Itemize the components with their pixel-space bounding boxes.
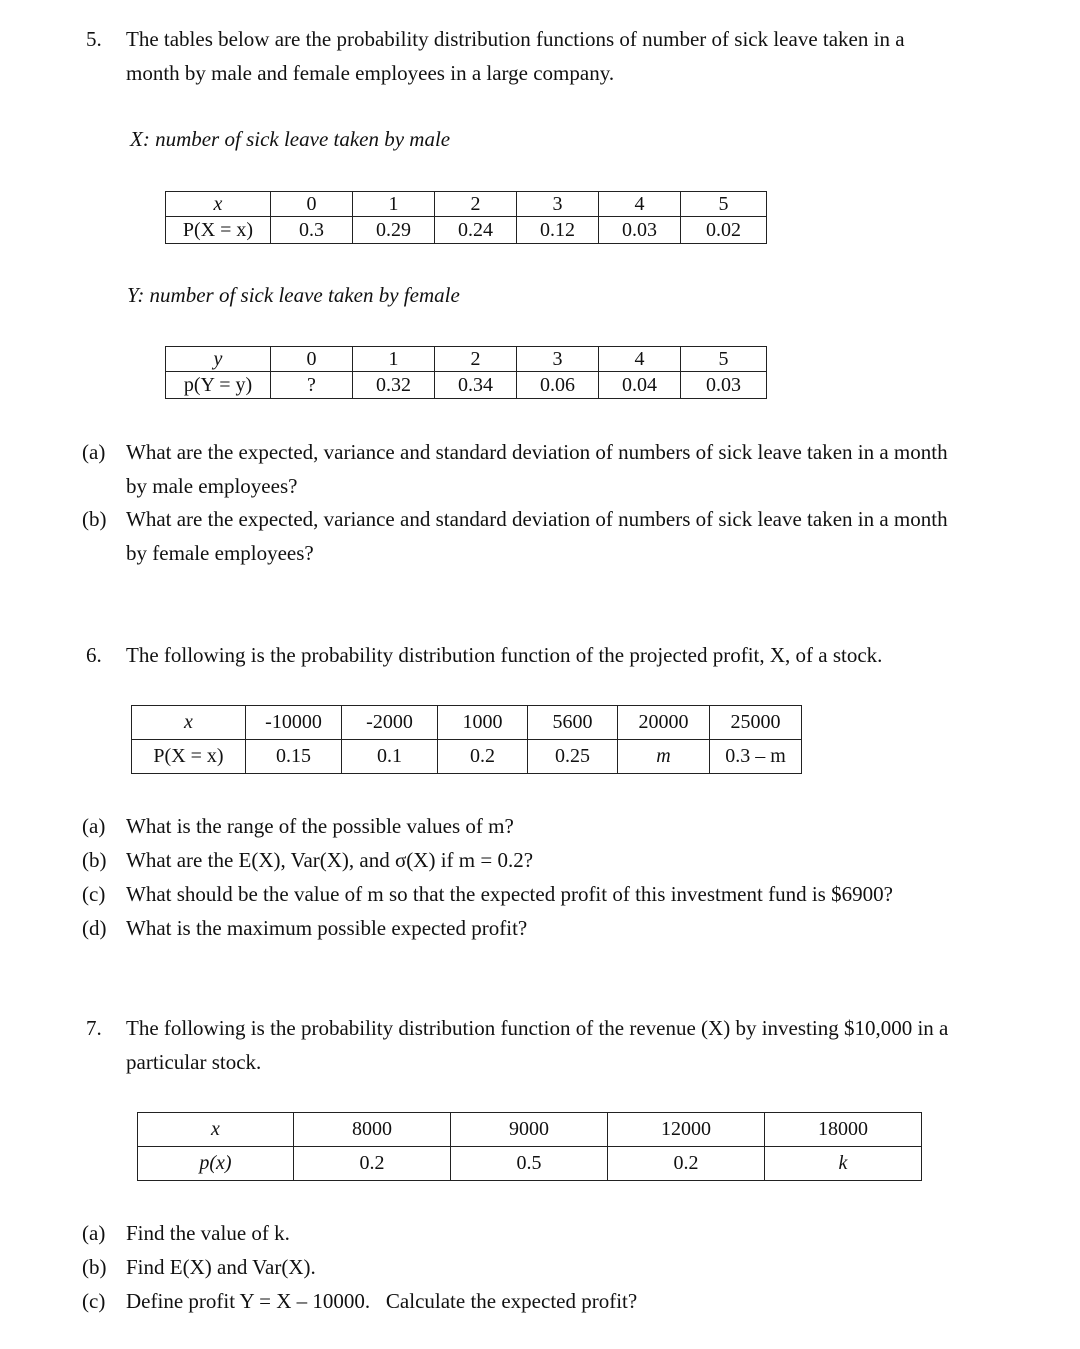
table-header-cell: x [132, 706, 246, 740]
question-text [126, 1011, 1006, 1079]
part-text: by female employees? [126, 541, 314, 565]
male-distribution-table [165, 191, 767, 244]
question-number: 5. [86, 27, 102, 51]
table-header-cell: 2 [435, 192, 517, 217]
part-tag: (a) [82, 440, 106, 464]
table-cell: m [618, 740, 710, 774]
table-header-cell: x [138, 1113, 294, 1147]
table-header-cell: 5 [681, 192, 767, 217]
table-cell: 0.2 [608, 1147, 765, 1181]
table-cell: 0.3 [271, 217, 353, 244]
table-cell: 0.5 [451, 1147, 608, 1181]
question-text-line: The tables below are the probability distribution functions of number of sick leave taken in a [126, 27, 905, 51]
question-part [82, 435, 948, 503]
table-cell: 0.32 [353, 372, 435, 399]
part-text: What are the E(X), Var(X), and σ(X) if m = 0.2? [126, 848, 534, 872]
table-header-cell: x [166, 192, 271, 217]
part-tag: (a) [82, 1221, 106, 1245]
question-text-line: particular stock. [126, 1050, 262, 1074]
question-text: The following is the probability distribution function of the projected profit, X, of a stock. [126, 643, 883, 667]
table-cell: 0.04 [599, 372, 681, 399]
table-cell: 0.2 [294, 1147, 451, 1181]
table-header-cell: 25000 [710, 706, 802, 740]
table-cell: 0.15 [246, 740, 342, 774]
part-text: What should be the value of m so that the expected profit of this investment fund is $6900? [126, 882, 893, 906]
table-cell: 0.29 [353, 217, 435, 244]
table-cell: 0.03 [599, 217, 681, 244]
table-header-cell: 0 [271, 192, 353, 217]
table-cell: P(X = x) [132, 740, 246, 774]
table-cell: 0.3 – m [710, 740, 802, 774]
table-header-cell: 18000 [765, 1113, 922, 1147]
question-parts-list [82, 1216, 637, 1318]
part-text: Find E(X) and Var(X). [126, 1255, 316, 1279]
part-text: What is the range of the possible values of m? [126, 814, 514, 838]
table-cell: p(Y = y) [166, 372, 271, 399]
table-header-cell: 3 [517, 347, 599, 372]
table-header-cell: 2 [435, 347, 517, 372]
question-part [82, 502, 948, 570]
part-text: What are the expected, variance and standard deviation of numbers of sick leave taken in a month [126, 507, 948, 531]
table-header-cell: 8000 [294, 1113, 451, 1147]
question-text-line: The following is the probability distribution function of the revenue (X) by investing $10,000 in a [126, 1016, 949, 1040]
table-cell: p(x) [138, 1147, 294, 1181]
part-tag: (b) [82, 848, 107, 872]
table-cell: 0.06 [517, 372, 599, 399]
table-header-cell: 1 [353, 347, 435, 372]
table-cell: 0.24 [435, 217, 517, 244]
female-distribution-table [165, 346, 767, 399]
question-number: 6. [86, 643, 102, 667]
table-header-cell: 5600 [528, 706, 618, 740]
part-tag: (a) [82, 814, 106, 838]
table-cell: k [765, 1147, 922, 1181]
table-header-cell: 3 [517, 192, 599, 217]
table-cell: 0.12 [517, 217, 599, 244]
question-5 [0, 22, 1080, 92]
table-cell: 0.1 [342, 740, 438, 774]
table-cell: ? [271, 372, 353, 399]
table-header-cell: 1 [353, 192, 435, 217]
part-text: What are the expected, variance and standard deviation of numbers of sick leave taken in a month [126, 440, 948, 464]
table-header-cell: y [166, 347, 271, 372]
table-header-cell: -2000 [342, 706, 438, 740]
part-text: Define profit Y = X – 10000. Calculate the expected profit? [126, 1289, 638, 1313]
part-tag: (b) [82, 507, 107, 531]
table-cell: P(X = x) [166, 217, 271, 244]
table-header-cell: 4 [599, 192, 681, 217]
table-cell: 0.25 [528, 740, 618, 774]
table-header-cell: -10000 [246, 706, 342, 740]
table-cell: 0.02 [681, 217, 767, 244]
table-cell: 0.03 [681, 372, 767, 399]
part-text: by male employees? [126, 474, 298, 498]
table-header-cell: 1000 [438, 706, 528, 740]
part-tag: (c) [82, 1289, 106, 1313]
part-tag: (c) [82, 882, 106, 906]
revenue-distribution-table [137, 1112, 922, 1181]
x-variable-label: X: number of sick leave taken by male [130, 127, 451, 151]
table-cell: 0.2 [438, 740, 528, 774]
part-text: Find the value of k. [126, 1221, 290, 1245]
question-text [126, 22, 1006, 90]
table-cell: 0.34 [435, 372, 517, 399]
profit-distribution-table [131, 705, 802, 774]
table-header-cell: 12000 [608, 1113, 765, 1147]
table-header-cell: 9000 [451, 1113, 608, 1147]
part-tag: (d) [82, 916, 107, 940]
table-header-cell: 20000 [618, 706, 710, 740]
table-header-cell: 0 [271, 347, 353, 372]
part-tag: (b) [82, 1255, 107, 1279]
y-variable-label: Y: number of sick leave taken by female [127, 283, 460, 307]
question-6 [0, 638, 1080, 672]
table-header-cell: 4 [599, 347, 681, 372]
table-header-cell: 5 [681, 347, 767, 372]
question-7 [0, 1011, 1080, 1081]
question-parts-list [82, 809, 893, 945]
question-text-line: month by male and female employees in a large company. [126, 61, 615, 85]
question-number: 7. [86, 1016, 102, 1040]
part-text: What is the maximum possible expected profit? [126, 916, 528, 940]
